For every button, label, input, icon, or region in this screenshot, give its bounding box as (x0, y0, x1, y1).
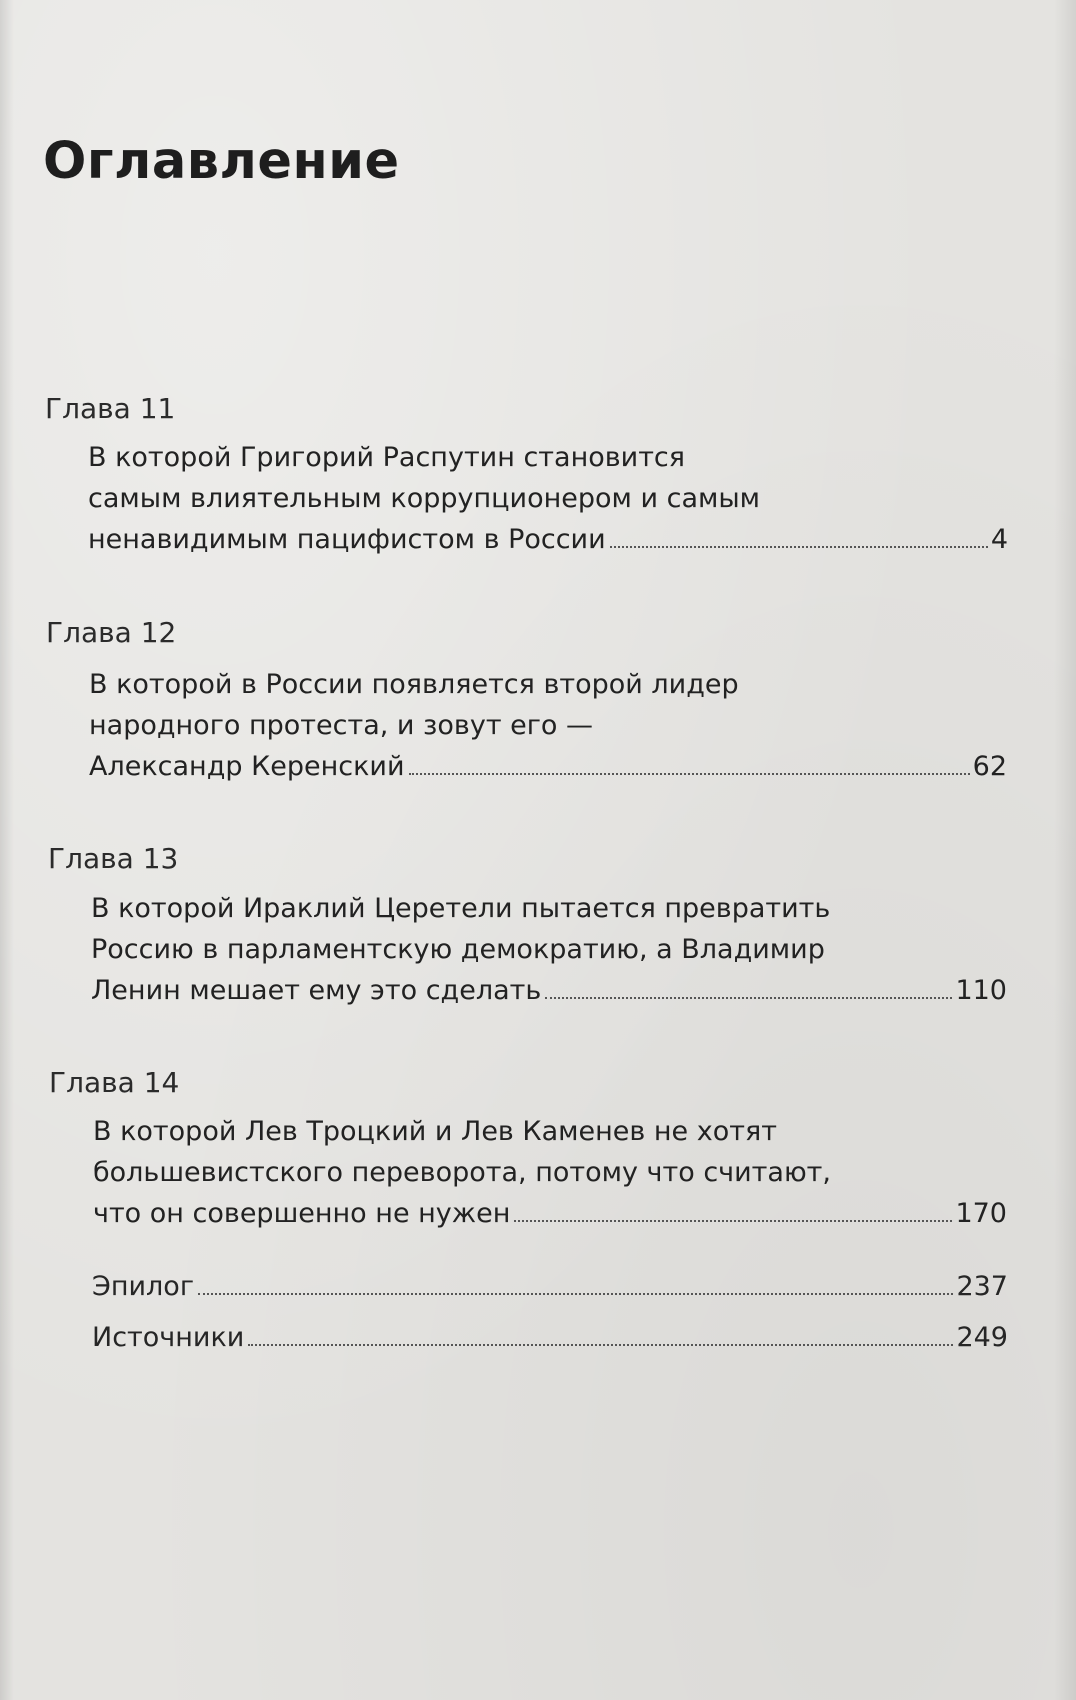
chapter-13-line-1: В которой Ираклий Церетели пытается превратить (91, 893, 831, 924)
chapter-11-line-1: В которой Григорий Распутин становится (88, 442, 686, 473)
dot-leader (409, 772, 970, 775)
chapter-14-line-3: что он совершенно не нужен (93, 1198, 511, 1229)
chapter-13-line-3: Ленин мешает ему это сделать (91, 975, 542, 1006)
chapter-13-entry[interactable] (91, 888, 1007, 1011)
chapter-14-entry[interactable] (93, 1111, 1007, 1234)
chapter-11-leader-line (88, 519, 1008, 560)
sources-entry[interactable] (92, 1322, 1008, 1363)
chapter-13-line-2: Россию в парламентскую демократию, а Владимир (91, 934, 825, 965)
page-shadow-left (0, 0, 14, 1700)
chapter-12-leader-line (89, 746, 1007, 787)
chapter-13-page-number: 110 (955, 975, 1007, 1006)
epilogue-entry[interactable] (92, 1271, 1008, 1312)
chapter-14-leader-line (93, 1193, 1007, 1234)
sources-leader-line (92, 1322, 1008, 1363)
chapter-12-line-3: Александр Керенский (89, 751, 405, 782)
chapter-12-page-number: 62 (972, 751, 1007, 782)
epilogue-leader-line (92, 1271, 1008, 1312)
chapter-12-label: Глава 12 (46, 616, 177, 649)
chapter-13-label: Глава 13 (48, 842, 179, 875)
sources-page-number: 249 (956, 1322, 1008, 1353)
epilogue-label: Эпилог (92, 1271, 195, 1302)
chapter-11-entry[interactable] (88, 437, 1008, 560)
sources-label: Источники (92, 1322, 245, 1353)
chapter-13-leader-line (91, 970, 1007, 1011)
page-shadow-right (1054, 0, 1076, 1700)
chapter-12-line-1: В которой в России появляется второй лидер (89, 669, 739, 700)
chapter-12-entry[interactable] (89, 664, 1007, 787)
chapter-12-line-2: народного протеста, и зовут его — (89, 710, 594, 741)
dot-leader (610, 545, 988, 548)
chapter-14-line-1: В которой Лев Троцкий и Лев Каменев не хотят (93, 1116, 777, 1147)
dot-leader (514, 1219, 952, 1222)
dot-leader (545, 996, 952, 999)
chapter-14-label: Глава 14 (49, 1066, 180, 1099)
chapter-14-page-number: 170 (955, 1198, 1007, 1229)
chapter-11-line-3: ненавидимым пацифистом в России (88, 524, 606, 555)
chapter-11-page-number: 4 (990, 524, 1008, 555)
chapter-11-label: Глава 11 (45, 392, 176, 425)
chapter-11-line-2: самым влиятельным коррупционером и самым (88, 483, 761, 514)
page-title: Оглавление (43, 132, 400, 191)
epilogue-page-number: 237 (956, 1271, 1008, 1302)
dot-leader (198, 1292, 953, 1295)
chapter-14-line-2: большевистского переворота, потому что считают, (93, 1157, 831, 1188)
dot-leader (248, 1343, 953, 1346)
